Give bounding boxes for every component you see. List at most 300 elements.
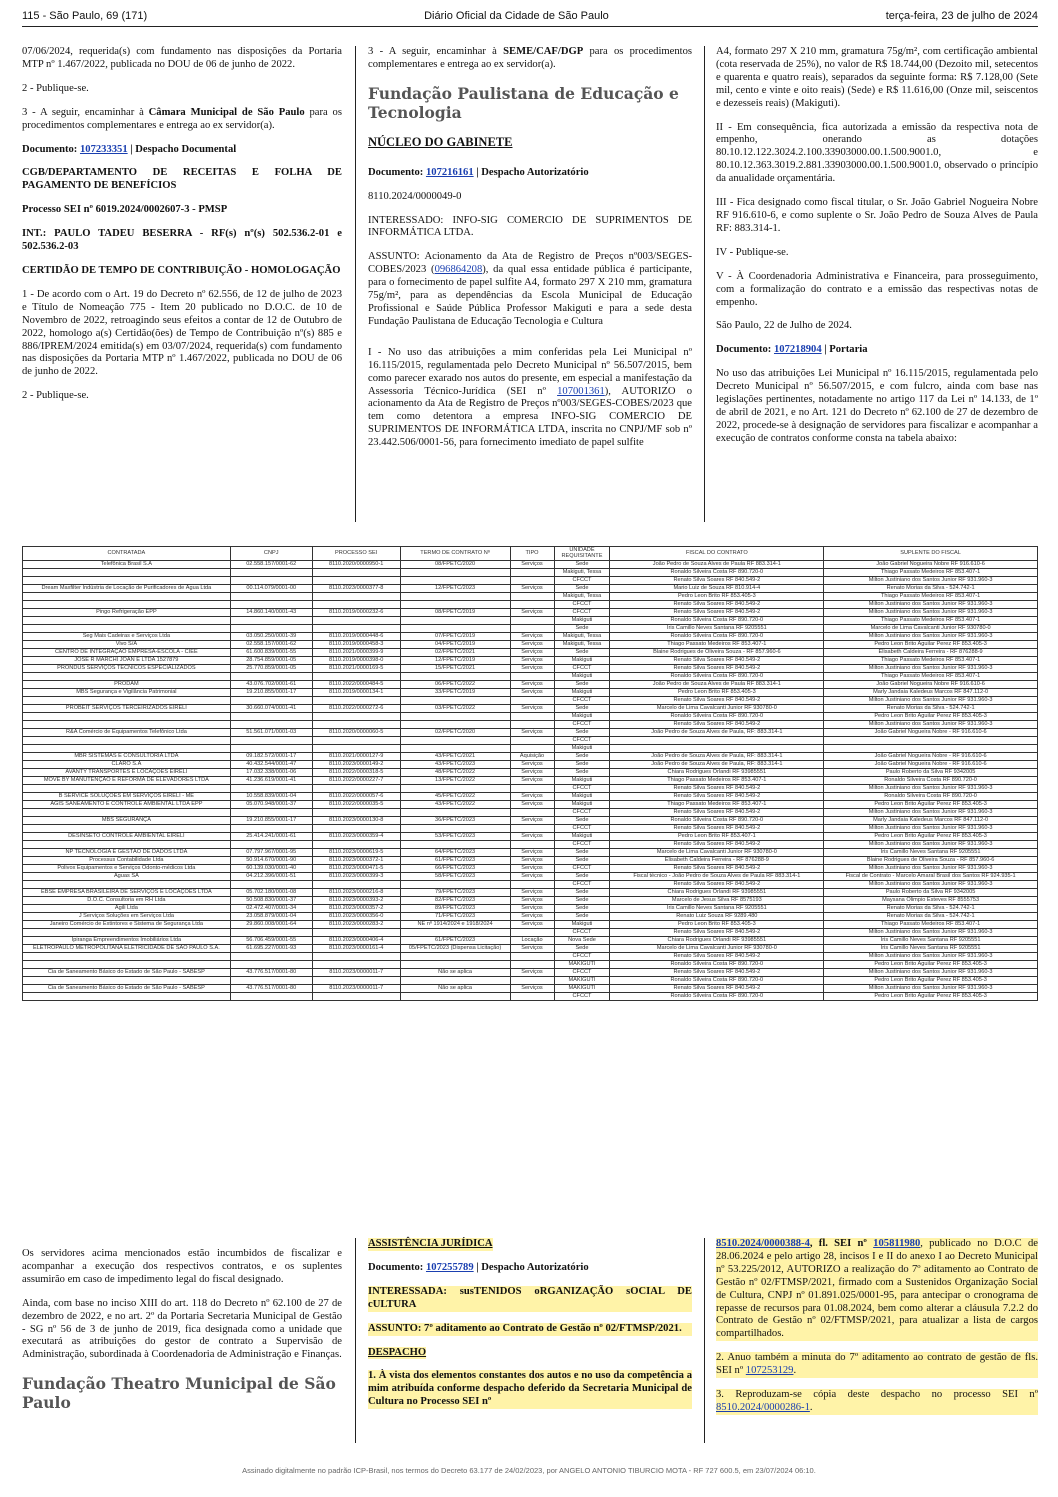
- table-cell: 00.114.079/0001-00: [230, 584, 312, 592]
- table-row: [23, 816, 1038, 824]
- table-cell: [510, 744, 554, 752]
- table-cell: Makiguti: [554, 616, 610, 624]
- table-cell: 02/FPETC/2020: [400, 728, 510, 736]
- paragraph: 1. À vista dos elementos constantes dos autos e no uso da competência a mim atribuída conforme despacho deferido da Secretaria Municipal de Cultura no Processo SEI nº: [368, 1370, 692, 1408]
- table-cell: 8110.2023/0000216-8: [312, 888, 400, 896]
- table-cell: 89/FPETC/2023: [400, 904, 510, 912]
- table-header-cell: TIPO: [510, 547, 554, 561]
- table-row: [23, 952, 1038, 960]
- table-cell: [510, 928, 554, 936]
- table-cell: Renato Silva Soares RF 840.549-2: [610, 840, 824, 848]
- table-cell: 8110.2022/0000035-5: [312, 800, 400, 808]
- table-header-cell: SUPLENTE DO FISCAL: [824, 547, 1038, 561]
- table-cell: 8110.2023/0000393-2: [312, 896, 400, 904]
- table-cell: [400, 616, 510, 624]
- table-cell: 07/FPETC/2019: [400, 632, 510, 640]
- table-cell: Makiguti: [554, 792, 610, 800]
- table-cell: 53/FPETC/2023: [400, 832, 510, 840]
- table-cell: Renato Silva Soares RF 840.549-2: [610, 664, 824, 672]
- table-cell: [312, 992, 400, 1000]
- table-cell: MBR SISTEMAS E CONSULTORIA LTDA: [23, 752, 231, 760]
- table-row: [23, 608, 1038, 616]
- table-cell: [400, 696, 510, 704]
- table-cell: Pingo Refrigeração EPP: [23, 608, 231, 616]
- table-cell: Sede: [554, 856, 610, 864]
- table-cell: Renato Silva Soares RF 840.549-2: [610, 984, 824, 992]
- table-cell: [230, 672, 312, 680]
- table-cell: Ipiranga Empreendimentos Imobiliários Ltda: [23, 936, 231, 944]
- table-cell: Makiguti: [554, 744, 610, 752]
- table-cell: 8110.2023/0000161-4: [312, 944, 400, 952]
- table-cell: Sede: [554, 752, 610, 760]
- table-cell: 43/FPETC/2023: [400, 760, 510, 768]
- table-row: [23, 856, 1038, 864]
- paragraph: No uso das atribuições Lei Municipal nº 16.115/2015, regulamentada pelo Decreto Municipal nº 56.507/2015, e com fulcro, ainda com base nas legislações pertinentes, notadamente no artigo 117 da Lei nº 14.133, de 1º de abril de 2021, e no Art. 121 do Decreto nº 62.100 de 27 de dezembro de 2022, procede-se à designação de servidores para fiscalizar e acompanhar a execução de contratos conforme consta na tabela abaixo:: [716, 368, 1038, 444]
- table-cell: Locação: [510, 936, 554, 944]
- table-cell: 02.472.407/0001-34: [230, 904, 312, 912]
- table-cell: Milton Justiniano dos Santos Junior RF 931.960-3: [824, 696, 1038, 704]
- table-cell: [510, 736, 554, 744]
- table-cell: PRODAM: [23, 680, 231, 688]
- paragraph: IV - Publique-se.: [716, 246, 789, 258]
- table-row: [23, 784, 1038, 792]
- organization-heading: Fundação Paulistana de Educação e Tecnologia: [368, 83, 679, 122]
- table-cell: 8110.2023/0000406-4: [312, 936, 400, 944]
- table-cell: Serviços: [510, 816, 554, 824]
- table-cell: CFCCT: [554, 864, 610, 872]
- table-cell: [23, 960, 231, 968]
- table-cell: Renato Silva Soares RF 840.549-2: [610, 720, 824, 728]
- table-cell: 51.561.071/0001-03: [230, 728, 312, 736]
- table-cell: Renato Morias da Silva - 524.742-1: [824, 904, 1038, 912]
- table-cell: [510, 992, 554, 1000]
- column-1: [22, 46, 342, 414]
- table-cell: Sede: [554, 624, 610, 632]
- paragraph: I - No uso das atribuições a mim conferidas pela Lei Municipal nº 16.115/2015, regulamentada pelo Decreto Municipal nº 56.507/2015, bem como parecer exarado nos autos do presente, em especial a manifestação da Assessoria Técnico-Jurídica (SEI nº 107001361), AUTORIZO o acionamento da Ata de Registro de Preços nº003/SEGES-COBES/2023 que tem como detentora a empresa INFO-SIG COMERCIO DE SUPRIMENTOS DE INFORMÁTICA LTDA, inscrita no CNPJ/MF sob nº 23.442.506/0001-56, para fornecimento imediato de papel sulfite: [368, 346, 692, 449]
- table-cell: 09.182.572/0001-17: [230, 752, 312, 760]
- table-cell: Renato Silva Soares RF 840.549-2: [610, 696, 824, 704]
- table-cell: Processus Contabilidade Ltda: [23, 856, 231, 864]
- table-cell: Ronaldo Silveira Costa RF 890.720-0: [610, 616, 824, 624]
- table-cell: 64/FPETC/2023: [400, 848, 510, 856]
- table-cell: [400, 992, 510, 1000]
- table-cell: MBS Segurança e Vigilância Patrimonial: [23, 688, 231, 696]
- column-divider: [355, 1238, 356, 1443]
- table-cell: 03.050.250/0001-39: [230, 632, 312, 640]
- section-heading: NÚCLEO DO GABINETE: [368, 134, 513, 149]
- table-cell: Makiguti, Tessa: [554, 568, 610, 576]
- table-cell: Serviços: [510, 912, 554, 920]
- table-cell: [23, 840, 231, 848]
- table-cell: Vivo S/A: [23, 640, 231, 648]
- table-cell: Sede: [554, 872, 610, 880]
- table-cell: Renato Morias da Silva - 524.742-1: [824, 584, 1038, 592]
- table-cell: [312, 808, 400, 816]
- table-cell: [510, 600, 554, 608]
- table-cell: João Gabriel Nogueira Nobre - RF 916.610-6: [824, 728, 1038, 736]
- table-header-cell: CNPJ: [230, 547, 312, 561]
- table-row: [23, 920, 1038, 928]
- table-header-cell: TERMO DE CONTRATO Nº: [400, 547, 510, 561]
- table-cell: AGIS SANEAMENTO E CONTROLE AMBIENTAL LTDA EPP: [23, 800, 231, 808]
- table-cell: CFCCT: [554, 736, 610, 744]
- table-cell: [23, 784, 231, 792]
- table-cell: Pedro Leon Brito RF 853.407-1: [610, 832, 824, 840]
- table-cell: [23, 952, 231, 960]
- document-line: Documento: 107255789 | Despacho Autorizatório: [368, 1261, 589, 1273]
- table-row: [23, 936, 1038, 944]
- table-cell: Serviços: [510, 688, 554, 696]
- table-cell: Serviços: [510, 664, 554, 672]
- table-cell: [312, 624, 400, 632]
- table-row: [23, 840, 1038, 848]
- table-cell: [312, 736, 400, 744]
- table-cell: Cia de Saneamento Básico do Estado de São Paulo - SABESP: [23, 984, 231, 992]
- table-cell: J Serviços Soluções em Serviços Ltda: [23, 912, 231, 920]
- sei-link[interactable]: 107253129: [745, 1365, 794, 1377]
- table-cell: [400, 600, 510, 608]
- table-cell: [400, 712, 510, 720]
- table-cell: [230, 952, 312, 960]
- table-cell: [230, 592, 312, 600]
- sei-link[interactable]: 8510.2024/0000286-1: [716, 1401, 810, 1413]
- table-cell: 8110.2021/0000127-9: [312, 752, 400, 760]
- table-cell: Thiago Passato Medeiros RF 853.407-1: [824, 616, 1038, 624]
- table-cell: CFCCT: [554, 952, 610, 960]
- table-cell: Milton Justiniano dos Santos Junior RF 931.960-3: [824, 784, 1038, 792]
- table-cell: Milton Justiniano dos Santos Junior RF 931.960-3: [824, 880, 1038, 888]
- table-cell: 43/FPETC/2022: [400, 800, 510, 808]
- table-cell: [510, 784, 554, 792]
- table-row: [23, 680, 1038, 688]
- table-cell: Elisabeth Caldeira Ferreira - RF 876288-9: [610, 856, 824, 864]
- table-row: [23, 848, 1038, 856]
- table-cell: Thiago Passato Medeiros RF 853.407-1: [824, 568, 1038, 576]
- table-cell: CFCCT: [554, 664, 610, 672]
- table-body: [23, 560, 1038, 1000]
- table-cell: Polivox Equipamentos e Serviços Odonto-médicos Ltda: [23, 864, 231, 872]
- table-cell: [312, 840, 400, 848]
- table-cell: MAKIGUTI: [554, 976, 610, 984]
- table-row: [23, 736, 1038, 744]
- table-cell: Serviços: [510, 888, 554, 896]
- table-cell: [400, 880, 510, 888]
- table-cell: Ronaldo Silveira Costa RF 890.720-0: [610, 632, 824, 640]
- table-cell: Pedro Leon Brito Aguilar Perez RF 853.405-3: [824, 992, 1038, 1000]
- table-cell: [312, 592, 400, 600]
- table-cell: Sede: [554, 848, 610, 856]
- table-row: [23, 560, 1038, 568]
- table-cell: Iris Camillo Neves Santana RF 9205551: [610, 624, 824, 632]
- table-cell: [23, 672, 231, 680]
- table-cell: CFCCT: [554, 928, 610, 936]
- table-cell: Marly Jandaia Kaledeus Marcos RF 847.112-0: [824, 816, 1038, 824]
- table-cell: 8110.2022/0000484-5: [312, 680, 400, 688]
- table-cell: [23, 592, 231, 600]
- table-cell: Sede: [554, 760, 610, 768]
- table-cell: 23.058.879/0001-04: [230, 912, 312, 920]
- table-cell: Serviços: [510, 896, 554, 904]
- table-cell: Aquisição: [510, 752, 554, 760]
- table-cell: Thiago Passato Medeiros RF 853.407-1: [824, 592, 1038, 600]
- table-row: [23, 904, 1038, 912]
- document-link[interactable]: 107216161: [425, 166, 474, 178]
- table-row: [23, 960, 1038, 968]
- table-cell: Seg Mais Cadeiras e Serviços Ltda: [23, 632, 231, 640]
- organization-heading: Fundação Theatro Municipal de São Paulo: [22, 1374, 336, 1413]
- table-cell: [400, 840, 510, 848]
- table-cell: Thiago Passato Medeiros RF 853.407-1: [610, 640, 824, 648]
- table-cell: [23, 808, 231, 816]
- table-cell: 61.695.227/0001-93: [230, 944, 312, 952]
- table-cell: [23, 736, 231, 744]
- table-cell: [23, 576, 231, 584]
- subject-link[interactable]: 096864208: [434, 264, 483, 276]
- table-cell: Nova Sede: [554, 936, 610, 944]
- table-cell: 25.770.859/0001-05: [230, 664, 312, 672]
- table-cell: CFCCT: [554, 824, 610, 832]
- table-row: [23, 864, 1038, 872]
- table-cell: [230, 824, 312, 832]
- table-cell: Blaine Rodrigues de Oliveira Souza - RF 857.960-6: [824, 856, 1038, 864]
- column-divider: [704, 1238, 705, 1443]
- table-cell: Milton Justiniano dos Santos Junior RF 931.960-3: [824, 576, 1038, 584]
- table-row: [23, 640, 1038, 648]
- table-cell: Ronaldo Silveira Costa RF 890.720-0: [610, 992, 824, 1000]
- table-cell: 19.210.855/0001-17: [230, 816, 312, 824]
- table-cell: Serviços: [510, 728, 554, 736]
- table-cell: [510, 624, 554, 632]
- table-row: [23, 632, 1038, 640]
- table-cell: Sede: [554, 728, 610, 736]
- paragraph: V - À Coordenadoria Administrativa e Financeira, para prosseguimento, com a formalização do contrato e a emissão das respectivas notas de empenho.: [716, 270, 1038, 308]
- table-cell: [312, 696, 400, 704]
- table-cell: [510, 880, 554, 888]
- table-cell: [824, 744, 1038, 752]
- table-cell: Thiago Passato Medeiros RF 853.407-1: [610, 776, 824, 784]
- table-cell: [23, 616, 231, 624]
- table-cell: CFCCT: [554, 696, 610, 704]
- table-cell: Milton Justiniano dos Santos Junior RF 931.960-3: [824, 952, 1038, 960]
- table-cell: 8110.2023/0000357-2: [312, 904, 400, 912]
- table-cell: Serviços: [510, 584, 554, 592]
- interested-party: INTERESSADO: INFO-SIG COMERCIO DE SUPRIMENTOS DE INFORMÁTICA LTDA.: [368, 214, 692, 239]
- table-cell: 02.558.157/0001-62: [230, 640, 312, 648]
- signature-footer: Assinado digitalmente no padrão ICP-Brasil, nos termos do Decreto 63.177 de 24/02/2023, por ANGELO ANTONIO TIBURCIO MOTA - RF 727 600.5, em 23/07/2024 06:10.: [242, 1466, 816, 1475]
- table-row: [23, 944, 1038, 952]
- table-cell: [510, 696, 554, 704]
- table-cell: [23, 824, 231, 832]
- table-cell: Renato Morias da Silva - 524.742-1: [824, 912, 1038, 920]
- table-cell: João Gabriel Nogueira Nobre RF 916.610-6: [824, 560, 1038, 568]
- table-cell: 61.600.839/0001-55: [230, 648, 312, 656]
- table-row: [23, 984, 1038, 992]
- process-number: 8110.2024/0000049-0: [368, 190, 462, 202]
- table-row: [23, 776, 1038, 784]
- table-cell: Makiguti: [554, 656, 610, 664]
- table-row: [23, 688, 1038, 696]
- table-cell: 02.558.157/0001-62: [230, 560, 312, 568]
- table-cell: ELETROPAULO METROPOLITANA ELETRICIDADE DE SÃO PAULO S.A.: [23, 944, 231, 952]
- table-cell: [610, 744, 824, 752]
- table-cell: 8110.2019/0000398-0: [312, 656, 400, 664]
- bottom-column-1: [22, 1248, 342, 1426]
- table-cell: [230, 976, 312, 984]
- table-cell: Sede: [554, 768, 610, 776]
- table-cell: Makiguti, Tessa: [554, 592, 610, 600]
- table-cell: Marcelo de Jesus Silva RF 8575193: [610, 896, 824, 904]
- table-cell: Renato Silva Soares RF 840.549-2: [610, 864, 824, 872]
- table-cell: CFCCT: [554, 576, 610, 584]
- table-cell: R&A Comércio de Equipamentos Telefônico Ltda: [23, 728, 231, 736]
- table-cell: Marcelo de Lima Cavalcanti Junior RF 930780-0: [610, 848, 824, 856]
- table-row: [23, 832, 1038, 840]
- table-cell: João Pedro de Souza Alves de Paula RF 883.314-1: [610, 680, 824, 688]
- table-cell: 8110.2023/0000011-7: [312, 968, 400, 976]
- table-cell: B SERVICE SOLUÇÕES EM SERVIÇOS EIRELI - ME: [23, 792, 231, 800]
- table-row: [23, 744, 1038, 752]
- paragraph: São Paulo, 22 de Julho de 2024.: [716, 320, 852, 332]
- table-cell: João Gabriel Nogueira Nobre RF 916.610-6: [824, 680, 1038, 688]
- table-row: [23, 656, 1038, 664]
- table-row: [23, 568, 1038, 576]
- table-cell: [312, 928, 400, 936]
- header-date: terça-feira, 23 de julho de 2024: [885, 10, 1038, 22]
- document-link[interactable]: 107233351: [79, 143, 128, 155]
- table-cell: Milton Justiniano dos Santos Junior RF 931.960-3: [824, 840, 1038, 848]
- table-cell: Thiago Passato Medeiros RF 853.407-1: [824, 656, 1038, 664]
- table-cell: CFCCT: [554, 808, 610, 816]
- table-cell: [400, 592, 510, 600]
- sei-link[interactable]: 105811980: [873, 1238, 921, 1249]
- table-row: [23, 728, 1038, 736]
- table-cell: [510, 712, 554, 720]
- table-cell: CFCCT: [554, 600, 610, 608]
- table-cell: Telefônica Brasil S.A: [23, 560, 231, 568]
- table-cell: Serviços: [510, 560, 554, 568]
- table-cell: 45/FPETC/2022: [400, 792, 510, 800]
- table-cell: Pedro Leon Brito Aguilar Perez RF 853.405-3: [824, 960, 1038, 968]
- table-cell: CFCCT: [554, 968, 610, 976]
- table-cell: CFCCT: [554, 840, 610, 848]
- table-cell: Makiguti: [554, 688, 610, 696]
- table-cell: EBSE EMPRESA BRASILEIRA DE SERVIÇOS E LOCAÇÕES LTDA: [23, 888, 231, 896]
- table-cell: 50.508.830/0001-37: [230, 896, 312, 904]
- document-link[interactable]: 107255789: [425, 1261, 474, 1273]
- table-cell: Milton Justiniano dos Santos Junior RF 931.960-3: [824, 808, 1038, 816]
- dispatch-heading: DESPACHO: [368, 1346, 427, 1358]
- table-cell: 40.432.544/0001-47: [230, 760, 312, 768]
- table-row: [23, 968, 1038, 976]
- table-cell: João Pedro de Souza Alves de Paula, RF: 883.314-1: [610, 728, 824, 736]
- table-cell: Serviços: [510, 648, 554, 656]
- table-cell: Serviços: [510, 608, 554, 616]
- table-cell: Milton Justiniano dos Santos Junior RF 931.960-3: [824, 968, 1038, 976]
- table-cell: João Pedro de Souza Alves de Paula, RF: 883.314-1: [610, 760, 824, 768]
- table-cell: AVANTY TRANSPORTES E LOCAÇÕES EIRELI: [23, 768, 231, 776]
- table-cell: [230, 712, 312, 720]
- table-cell: Pedro Leon Brito Aguilar Perez RF 853.405-3: [824, 640, 1038, 648]
- table-cell: Ronaldo Silveira Costa RF 890.720-0: [824, 776, 1038, 784]
- table-cell: [230, 808, 312, 816]
- table-row: [23, 768, 1038, 776]
- table-cell: Serviços: [510, 792, 554, 800]
- sei-link[interactable]: 107001361: [557, 385, 605, 397]
- table-cell: [230, 600, 312, 608]
- table-header-cell: UNIDADE REQUISITANTE: [554, 547, 610, 561]
- table-cell: PRONDUS SERVIÇOS TÉCNICOS ESPECIALIZADOS: [23, 664, 231, 672]
- table-row: [23, 928, 1038, 936]
- table-cell: Não se aplica: [400, 968, 510, 976]
- table-cell: [312, 880, 400, 888]
- table-cell: [230, 992, 312, 1000]
- page-header: [22, 10, 1038, 27]
- table-cell: 8110.2023/0000399-3: [312, 872, 400, 880]
- table-cell: Serviços: [510, 944, 554, 952]
- table-cell: Pedro Leon Brito RF 853.405-3: [610, 920, 824, 928]
- table-cell: João Pedro de Souza Alves de Paula RF 883.314-1: [610, 560, 824, 568]
- paragraph: 3 - A seguir, encaminhar à Câmara Municipal de São Paulo para os procedimentos complementares e entrega ao ex servidor(a).: [22, 106, 342, 131]
- table-cell: 04/FPETC/2019: [400, 640, 510, 648]
- table-cell: Thiago Passato Medeiros RF 853.407-1: [824, 920, 1038, 928]
- table-cell: Serviços: [510, 968, 554, 976]
- table-cell: MAKIGUTI: [554, 960, 610, 968]
- paragraph: 1 - De acordo com o Art. 19 do Decreto nº 62.556, de 12 de julho de 2023 e Título de Nomeação 775 - Item 20 publicado no D.O.C. de 10 de Novembro de 2022, retroagindo seus efeitos a contar de 12 de Outubro de 2022, homologo a(s) Certidão(ões) de Tempo de Contribuição nº(s) 885 e 886/IPREM/2024 emitida(s) em 03/07/2024, requerida(s) com fundamento nas disposições da Portaria MTP nº 1.467/2022, publicada no DOU de 06 de junho de 2022.: [22, 288, 342, 378]
- table-cell: Renato Silva Soares RF 840.549-2: [610, 576, 824, 584]
- sei-link[interactable]: 8510.2024/0000388-4: [716, 1238, 810, 1249]
- table-cell: Renato Silva Soares RF 840.549-2: [610, 928, 824, 936]
- table-cell: Sede: [554, 944, 610, 952]
- table-cell: 02/FPETC/2021: [400, 648, 510, 656]
- table-cell: CLARO S.A: [23, 760, 231, 768]
- paragraph: 2. Anuo também a minuta do 7º aditamento ao contrato de gestão de fls. SEI nº 107253129.: [716, 1352, 1038, 1377]
- table-cell: [400, 672, 510, 680]
- table-cell: [312, 784, 400, 792]
- table-cell: 19.210.855/0001-17: [230, 688, 312, 696]
- table-cell: 08/FPETC/2020: [400, 560, 510, 568]
- table-cell: Elisabeth Caldeira Ferreira - RF 876288-9: [824, 648, 1038, 656]
- table-row: [23, 896, 1038, 904]
- table-cell: 8110.2019/0000458-3: [312, 640, 400, 648]
- paragraph: 07/06/2024, requerida(s) com fundamento nas disposições da Portaria MTP nº 1.467/2022, publicada no DOU de 06 de junho de 2022.: [22, 46, 342, 70]
- table-cell: [230, 744, 312, 752]
- table-cell: Cia de Saneamento Básico do Estado de São Paulo - SABESP: [23, 968, 231, 976]
- table-cell: Sede: [554, 904, 610, 912]
- table-row: [23, 824, 1038, 832]
- table-cell: [230, 568, 312, 576]
- table-cell: Ronaldo Silveira Costa RF 890.720-0: [610, 960, 824, 968]
- table-row: [23, 880, 1038, 888]
- table-row: [23, 712, 1038, 720]
- table-cell: Sede: [554, 912, 610, 920]
- table-cell: Serviços: [510, 680, 554, 688]
- table-cell: Sede: [554, 896, 610, 904]
- table-cell: [23, 696, 231, 704]
- table-cell: Serviços: [510, 760, 554, 768]
- table-cell: [23, 928, 231, 936]
- table-cell: [230, 736, 312, 744]
- table-cell: 82/FPETC/2023: [400, 896, 510, 904]
- table-cell: Makiguti: [554, 776, 610, 784]
- table-row: [23, 624, 1038, 632]
- table-cell: [23, 720, 231, 728]
- table-cell: 8110.2022/0000227-7: [312, 776, 400, 784]
- table-row: [23, 800, 1038, 808]
- table-cell: Serviços: [510, 872, 554, 880]
- document-link[interactable]: 107218904: [773, 344, 822, 356]
- document-line: Documento: 107218904 | Portaria: [716, 344, 868, 356]
- table-cell: [312, 568, 400, 576]
